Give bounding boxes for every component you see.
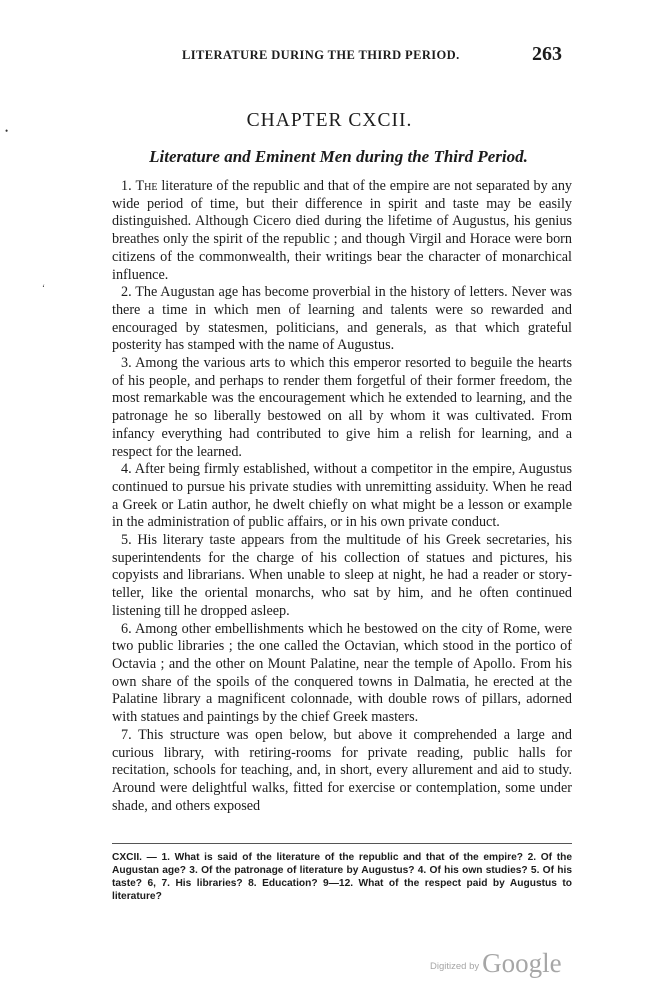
paragraph-number: 1.	[121, 178, 132, 194]
scan-speck: •	[5, 126, 9, 136]
paragraph-7	[112, 727, 572, 816]
paragraph-2	[112, 284, 572, 355]
paragraph-text: Among other embellishments which he bestowed on the city of Rome, were two public libraries ; the one called the Octavian, which stood in the portico of Octavia ; and the other on Mount Palatine, near the temple of Apollo. From his own share of the spoils of the conquered towns in Dalmatia, he erected at the Palatine library a magnificent colonnade, with double rows of pillars, adorned with statues and paintings by the chief Greek masters.	[112, 620, 572, 726]
paragraph-lead-word: The	[135, 178, 158, 194]
paragraph-5	[112, 532, 572, 621]
paragraph-number: 5.	[121, 532, 132, 549]
footnote-questions: CXCII. — 1. What is said of the literature of the republic and that of the empire? 2. Of the Augustan age? 3. Of the patronage of literature by Augustus? 4. Of his own studies? 5. Of his taste? 6, 7. His libraries? 8. Education? 9—12. What of the respect paid by Augustus to literature?	[112, 852, 572, 902]
paragraph-6	[112, 621, 572, 727]
watermark-prefix: Digitized by	[430, 961, 480, 972]
paragraph-number: 4.	[121, 461, 132, 478]
paragraph-1	[112, 178, 572, 284]
paragraph-3	[112, 355, 572, 461]
paragraph-text: Among the various arts to which this emperor resorted to beguile the hearts of his people, and perhaps to render them forgetful of their former freedom, the most remarkable was the encouragement which he extended to learning, and the patronage he so liberally bestowed on all by whom it was cultivated. From infancy everything had contributed to give him a relish for learning, and a respect for the learned.	[112, 355, 572, 460]
chapter-title: CHAPTER CXCII.	[246, 110, 413, 131]
footnote-divider	[112, 843, 572, 844]
paragraph-text: After being firmly established, without a competitor in the empire, Augustus continued to pursue his private studies with unremitting assiduity. When he read a Greek or Latin author, he dwelt chiefly on what might be a lesson or example in the administration of public affairs, or in his own private conduct.	[112, 461, 572, 531]
paragraph-4	[112, 461, 572, 532]
digitized-watermark	[430, 948, 562, 979]
running-head: LITERATURE DURING THE THIRD PERIOD.	[182, 48, 460, 62]
paragraph-number: 2.	[121, 284, 132, 301]
paragraph-number: 7.	[121, 726, 132, 743]
paragraph-number: 6.	[121, 620, 132, 637]
paragraph-text: literature of the republic and that of the empire are not separated by any wide period of time, but their difference in spirit and taste may be easily distinguished. Although Cicero died during the lifetime of Augustus, his genius breathes only the spirit of the republic ; and though Virgil and Horace were born citizens of the commonwealth, their writings bear the character of monarchical influence.	[112, 178, 573, 283]
paragraph-text: The Augustan age has become proverbial in the history of letters. Never was there a time in which men of learning and talents were so rewarded and encouraged by statesmen, politicians, and generals, as that which grateful posterity has stamped with the name of Augustus.	[112, 284, 572, 354]
paragraph-number: 3.	[121, 355, 132, 372]
google-logo: Google	[482, 948, 562, 978]
paragraph-text: His literary taste appears from the multitude of his Greek secretaries, his superintendents for the charge of his collection of statues and pictures, his copyists and librarians. When unable to sleep at night, he had a reader or story-teller, like the oriental monarchs, who sat by him, and he often continued listening till he dropped asleep.	[112, 532, 572, 619]
paragraph-text: This structure was open below, but above it comprehended a large and curious library, with retiring-rooms for private reading, public halls for recitation, schools for teaching, and, in short, every allurement and aid to study. Around were delightful walks, fitted for exercise or contemplation, some under shade, and others exposed	[112, 726, 573, 814]
body-text	[112, 178, 572, 815]
scan-speck: ‘	[42, 283, 45, 293]
page-number: 263	[532, 43, 562, 65]
chapter-subtitle: Literature and Eminent Men during the Third Period.	[149, 147, 528, 166]
